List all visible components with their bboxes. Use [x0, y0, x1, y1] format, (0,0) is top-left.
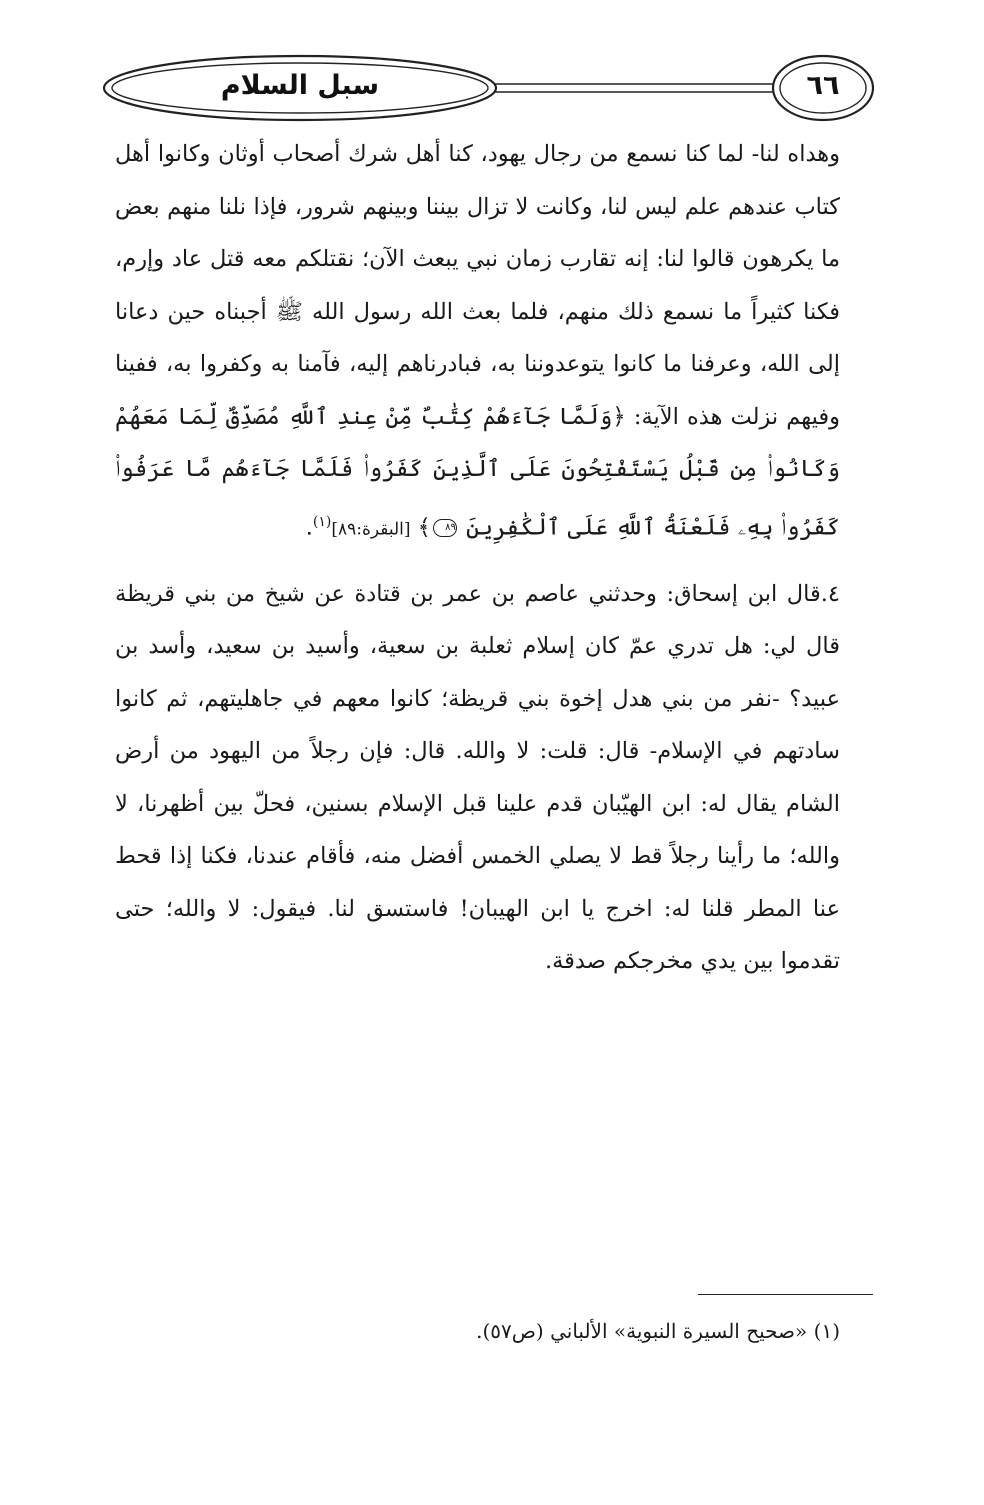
book-title: سبل السلام	[220, 70, 380, 101]
footnote-reference-marker: (١)	[312, 513, 332, 530]
narration-text: وهداه لنا- لما كنا نسمع من رجال يهود، كنا أهل شرك أصحاب أوثان وكانوا أهل كتاب عندهم علم ليس لنا، وكانت لا تزال بيننا وبينهم شرور، فإذا نلنا منهم بعض ما يكرهون قالوا لنا: إنه تقارب زمان نبي يبعث الآن؛ نقتلكم معه قتل عاد وإرم، فكنا كثيراً ما نسمع ذلك منهم، فلما بعث الله رسول الله ﷺ أجبناه حين دعانا إلى الله، وعرفنا ما كانوا يتوعدوننا به، فبادرناهم إليه، فآمنا به وكفروا به، ففينا وفيهم نزلت هذه الآية:	[115, 141, 841, 430]
surah-reference: [البقرة:٨٩]	[331, 519, 411, 539]
main-text	[115, 128, 840, 988]
quran-close-bracket: ﴾	[417, 514, 431, 540]
page-header	[100, 52, 876, 124]
paragraph-end-period: .	[305, 514, 313, 540]
footnote: (١) «صحيح السيرة النبوية» الألباني (ص٥٧).	[476, 1319, 840, 1343]
ayah-number-marker: ٨٩	[433, 519, 457, 537]
footnote-divider	[698, 1294, 873, 1295]
paragraph-numbered-4: ٤.قال ابن إسحاق: وحدثني عاصم بن عمر بن قتادة عن شيخ من بني قريظة قال لي: هل تدري عمّ كان إسلام ثعلبة بن سعية، وأسيد بن سعيد، وأسد بن عبيد؟ -نفر من بني هدل إخوة بني قريظة؛ كانوا معهم في جاهليتهم، ثم كانوا سادتهم في الإسلام- قال: قلت: لا والله. قال: فإن رجلاً من اليهود من أرض الشام يقال له: ابن الهيّبان قدم علينا قبل الإسلام بسنين، فحلّ بين أظهرنا، لا والله؛ ما رأينا رجلاً قط لا يصلي الخمس أفضل منه، فأقام عندنا، فكنا إذا قحط عنا المطر قلنا له: اخرج يا ابن الهيبان! فاستسق لنا. فيقول: لا والله؛ حتى تقدموا بين يدي مخرجكم صدقة.	[115, 580, 840, 974]
page-number: ٦٦	[806, 70, 840, 101]
paragraph-narration	[115, 128, 840, 556]
quran-verse: ﴿وَلَمَّا جَآءَهُمْ كِتَٰبٌ مِّنْ عِندِ ٱللَّهِ مُصَدِّقٌ لِّمَا مَعَهُمْ وَكَانُوا۟ مِن قَبْلُ يَسْتَفْتِحُونَ عَلَى ٱلَّذِينَ كَفَرُوا۟ فَلَمَّا جَآءَهُم مَّا عَرَفُوا۟ كَفَرُوا۟ بِهِۦ فَلَعْنَةُ ٱللَّهِ عَلَى ٱلْكَٰفِرِينَ	[115, 403, 840, 540]
